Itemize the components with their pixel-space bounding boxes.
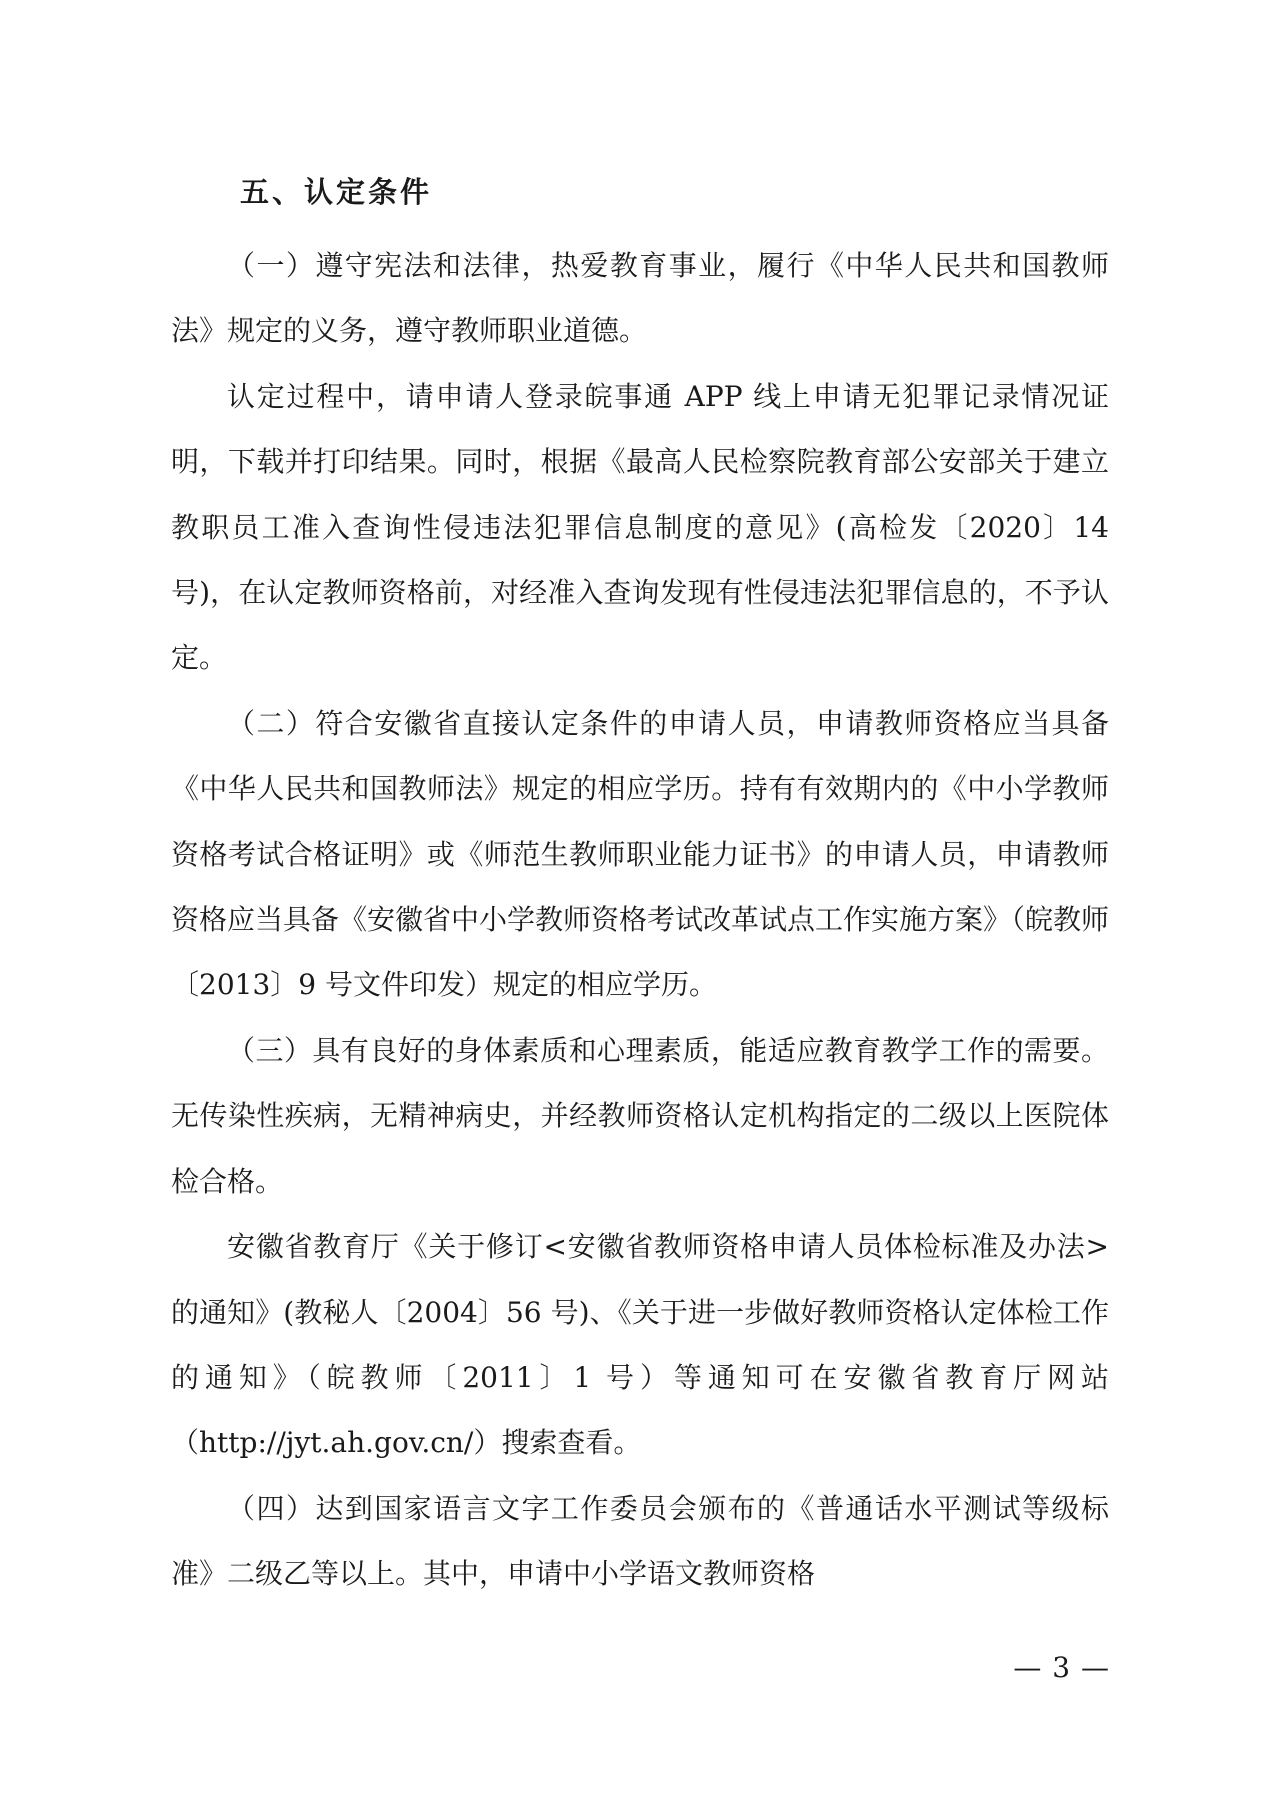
- paragraph: 认定过程中，请申请人登录皖事通 APP 线上申请无犯罪记录情况证明，下载并打印结果。同时，根据《最高人民检察院教育部公安部关于建立教职员工准入查询性侵违法犯罪信息制度的意见》(高检发〔2020〕14 号)，在认定教师资格前，对经准入查询发现有性侵违法犯罪信息的，不予认定。: [171, 379, 1109, 675]
- page-number: — 3 —: [1013, 1651, 1110, 1684]
- paragraph: （四）达到国家语言文字工作委员会颁布的《普通话水平测试等级标准》二级乙等以上。其中，申请中小学语文教师资格: [171, 1491, 1109, 1591]
- document-body: [171, 233, 1109, 1607]
- section-heading: 五、认定条件: [240, 175, 433, 209]
- paragraph: （三）具有良好的身体素质和心理素质，能适应教育教学工作的需要。无传染性疾病，无精神病史，并经教师资格认定机构指定的二级以上医院体检合格。: [171, 1033, 1109, 1198]
- paragraph: （二）符合安徽省直接认定条件的申请人员，申请教师资格应当具备《中华人民共和国教师法》规定的相应学历。持有有效期内的《中小学教师资格考试合格证明》或《师范生教师职业能力证书》的申请人员，申请教师资格应当具备《安徽省中小学教师资格考试改革试点工作实施方案》（皖教师〔2013〕9 号文件印发）规定的相应学历。: [171, 706, 1110, 1002]
- paragraph: 安徽省教育厅《关于修订<安徽省教师资格申请人员体检标准及办法>的通知》(教秘人〔2004〕56 号)、《关于进一步做好教师资格认定体检工作的通知》（皖教师〔2011〕1 号）等通知可在安徽省教育厅网站（http://jyt.ah.gov.cn/）搜索查看。: [171, 1230, 1109, 1460]
- paragraph: （一）遵守宪法和法律，热爱教育事业，履行《中华人民共和国教师法》规定的义务，遵守教师职业道德。: [171, 249, 1109, 348]
